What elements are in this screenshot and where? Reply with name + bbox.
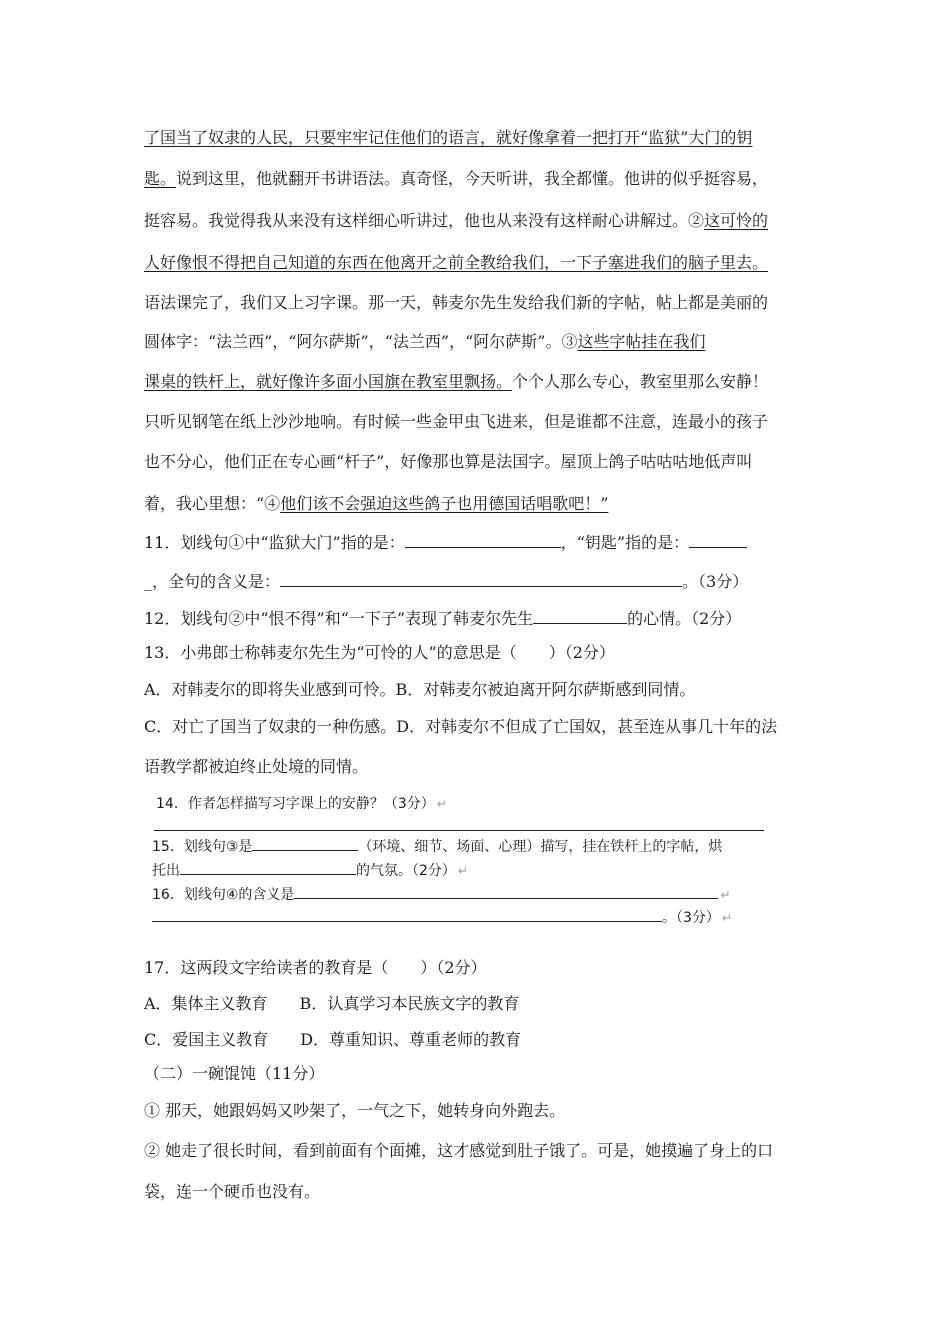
section-2-title: （二）一碗馄饨（11分） xyxy=(144,1064,325,1083)
question-14: 14．作者怎样描写习字课上的安静？（3分） ↵ xyxy=(156,796,447,812)
answer-blank-16b[interactable] xyxy=(152,907,662,922)
passage-line-2: 匙。说到这里，他就翻开书讲语法。真奇怪，今天听讲，我全都懂。他讲的似乎挺容易， xyxy=(144,169,769,188)
underlined-sentence-2: 这可怜的 xyxy=(704,211,769,230)
passage-line-1 xyxy=(144,128,752,148)
passage2-para-2-cont: 袋，连一个硬币也没有。 xyxy=(144,1182,321,1201)
passage-line-4 xyxy=(144,253,768,273)
passage-line-7: 课桌的铁杆上，就好像许多面小国旗在教室里飘扬。个个人那么专心，教室里那么安静！ xyxy=(144,372,769,391)
question-12: 12．划线句②中“恨不得”和“一下子”表现了韩麦尔先生 的心情。（2分） xyxy=(144,609,742,628)
question-17-options-ab: A．集体主义教育 B．认真学习本民族文字的教育 xyxy=(144,994,520,1013)
question-11-cont: _，全句的含义是： 。（3分） xyxy=(144,572,749,591)
paragraph-mark-icon: ↵ xyxy=(436,797,447,811)
underlined-sentence-2-end: 人好像恨不得把自己知道的东西在他离开之前全教给我们，一下子塞进我们的脑子里去。 xyxy=(144,253,769,272)
passage-line-6: 圆体字：“法兰西”，“阿尔萨斯”，“法兰西”，“阿尔萨斯”。③这些字帖挂在我们 xyxy=(144,332,706,351)
answer-line-14[interactable] xyxy=(154,830,764,831)
answer-blank-11c[interactable] xyxy=(280,570,682,587)
question-17: 17．这两段文字给读者的教育是（ ）（2分） xyxy=(144,958,487,977)
underlined-sentence-4: 他们该不会强迫这些鸽子也用德国话唱歌吧！” xyxy=(280,494,609,513)
question-15-cont: 托出 的气氛。（2分） ↵ xyxy=(152,860,468,881)
paragraph-mark-icon: ↵ xyxy=(721,911,732,925)
passage-line-10: 着，我心里想：“④他们该不会强迫这些鸽子也用德国话唱歌吧！” xyxy=(144,494,609,513)
answer-blank-12[interactable] xyxy=(533,607,627,624)
passage2-para-2: ② 她走了很长时间，看到前面有个面摊，这才感觉到肚子饿了。可是，她摸遍了身上的口 xyxy=(144,1141,774,1160)
question-11: 11．划线句①中“监狱大门”指的是： ，“钥匙”指的是： xyxy=(144,531,747,553)
underlined-sentence-3: 这些字帖挂在我们 xyxy=(577,332,706,351)
question-13: 13．小弗郎士称韩麦尔先生为“可怜的人”的意思是（ ）（2分） xyxy=(144,643,615,662)
question-13-options-cd: C．对亡了国当了奴隶的一种伤感。D．对韩麦尔不但成了亡国奴，甚至连从事几十年的法 xyxy=(144,717,778,736)
answer-blank-15b[interactable] xyxy=(180,860,356,875)
question-13-options-cd-cont: 语教学都被迫终止处境的同情。 xyxy=(144,757,369,776)
underlined-sentence-1-end: 匙。 xyxy=(144,169,177,188)
answer-blank-11a[interactable] xyxy=(405,531,561,548)
passage-line-3: 挺容易。我觉得我从来没有这样细心听讲过，他也从来没有这样耐心讲解过。②这可怜的 xyxy=(144,211,769,230)
underlined-sentence-1: 了国当了奴隶的人民，只要牢牢记住他们的语言，就好像拿着一把打开“监狱”大门的钥 xyxy=(144,128,753,147)
passage2-para-1: ① 那天，她跟妈妈又吵架了，一气之下，她转身向外跑去。 xyxy=(144,1101,566,1120)
answer-blank-11b[interactable] xyxy=(689,531,747,548)
passage-line-8: 只听见钢笔在纸上沙沙地响。有时候一些金甲虫飞进来，但是谁都不注意，连最小的孩子 xyxy=(144,412,769,431)
paragraph-mark-icon: ↵ xyxy=(457,864,468,878)
answer-blank-16a[interactable] xyxy=(294,884,718,899)
question-13-options-ab: A．对韩麦尔的即将失业感到可怜。B．对韩麦尔被迫离开阿尔萨斯感到同情。 xyxy=(144,680,696,699)
answer-blank-15a[interactable] xyxy=(252,836,358,851)
question-16-cont: 。（3分） ↵ xyxy=(152,907,732,928)
paragraph-mark-icon: ↵ xyxy=(720,888,731,902)
question-17-options-cd: C．爱国主义教育 D．尊重知识、尊重老师的教育 xyxy=(144,1030,522,1049)
passage-line-5: 语法课完了，我们又上习字课。那一天，韩麦尔先生发给我们新的字帖，帖上都是美丽的 xyxy=(144,293,769,312)
passage-line-9: 也不分心，他们正在专心画“杆子”，好像那也算是法国字。屋顶上鸽子咕咕咕地低声叫 xyxy=(144,452,753,471)
question-15: 15．划线句③是 （环境、细节、场面、心理）描写，挂在铁杆上的字帖，烘 xyxy=(152,836,722,857)
underlined-sentence-3-end: 课桌的铁杆上，就好像许多面小国旗在教室里飘扬。 xyxy=(144,372,513,391)
question-16: 16．划线句④的含义是 ↵ xyxy=(152,884,730,905)
